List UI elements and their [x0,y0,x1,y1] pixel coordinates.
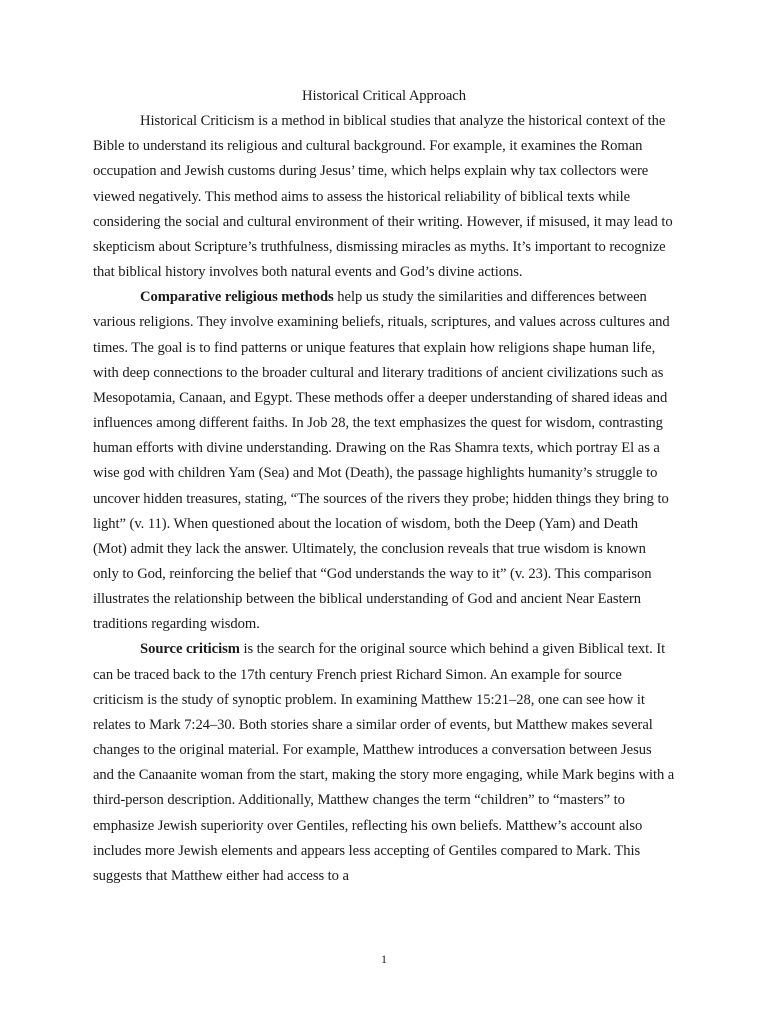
paragraph-historical-criticism [93,109,675,285]
document-title: Historical Critical Approach [302,88,466,104]
paragraph-lead: Source criticism [140,641,240,658]
paragraph-comparative-religious-methods [93,285,675,637]
page-number: 1 [381,952,387,966]
paragraph-text: Historical Criticism is a method in biblical studies that analyze the historical context of the Bible to understand its religious and cultural background. For example, it examines the Roman occupation and Jewish customs during Jesus’ time, which helps explain why tax collectors were viewed negatively. This method aims to assess the historical reliability of biblical texts while considering the social and cultural environment of their writing. However, if misused, it may lead to skepticism about Scripture’s truthfulness, dismissing miracles as myths. It’s important to recognize that biblical history involves both natural events and God’s divine actions. [93,113,673,281]
paragraph-text: is the search for the original source which behind a given Biblical text. It can be traced back to the 17th century French priest Richard Simon. An example for source criticism is the study of synoptic problem. In examining Matthew 15:21–28, one can see how it relates to Mark 7:24–30. Both stories share a similar order of events, but Matthew makes several changes to the original material. For example, Matthew introduces a conversation between Jesus and the Canaanite woman from the start, making the story more engaging, while Mark begins with a third-person description. Additionally, Matthew changes the term “children” to “masters” to emphasize Jewish superiority over Gentiles, reflecting his own beliefs. Matthew’s account also includes more Jewish elements and appears less accepting of Gentiles compared to Mark. This suggests that Matthew either had access to a [93,641,675,884]
page-content [93,84,675,889]
paragraph-lead: Comparative religious methods [140,289,334,306]
paragraph-source-criticism [93,637,675,889]
paragraph-text: help us study the similarities and differences between various religions. They involve examining beliefs, rituals, scriptures, and values across cultures and times. The goal is to find patterns or unique features that explain how religions shape human life, with deep connections to the broader cultural and literary traditions of ancient civilizations such as Mesopotamia, Canaan, and Egypt. These methods offer a deeper understanding of shared ideas and influences among different faiths. In Job 28, the text emphasizes the quest for wisdom, contrasting human efforts with divine understanding. Drawing on the Ras Shamra texts, which portray El as a wise god with children Yam (Sea) and Mot (Death), the passage highlights humanity’s struggle to uncover hidden treasures, stating, “The sources of the rivers they probe; hidden things they bring to light” (v. 11). When questioned about the location of wisdom, both the Deep (Yam) and Death (Mot) admit they lack the answer. Ultimately, the conclusion reveals that true wisdom is known only to God, reinforcing the belief that “God understands the way to it” (v. 23). This comparison illustrates the relationship between the biblical understanding of God and ancient Near Eastern traditions regarding wisdom. [93,289,670,633]
